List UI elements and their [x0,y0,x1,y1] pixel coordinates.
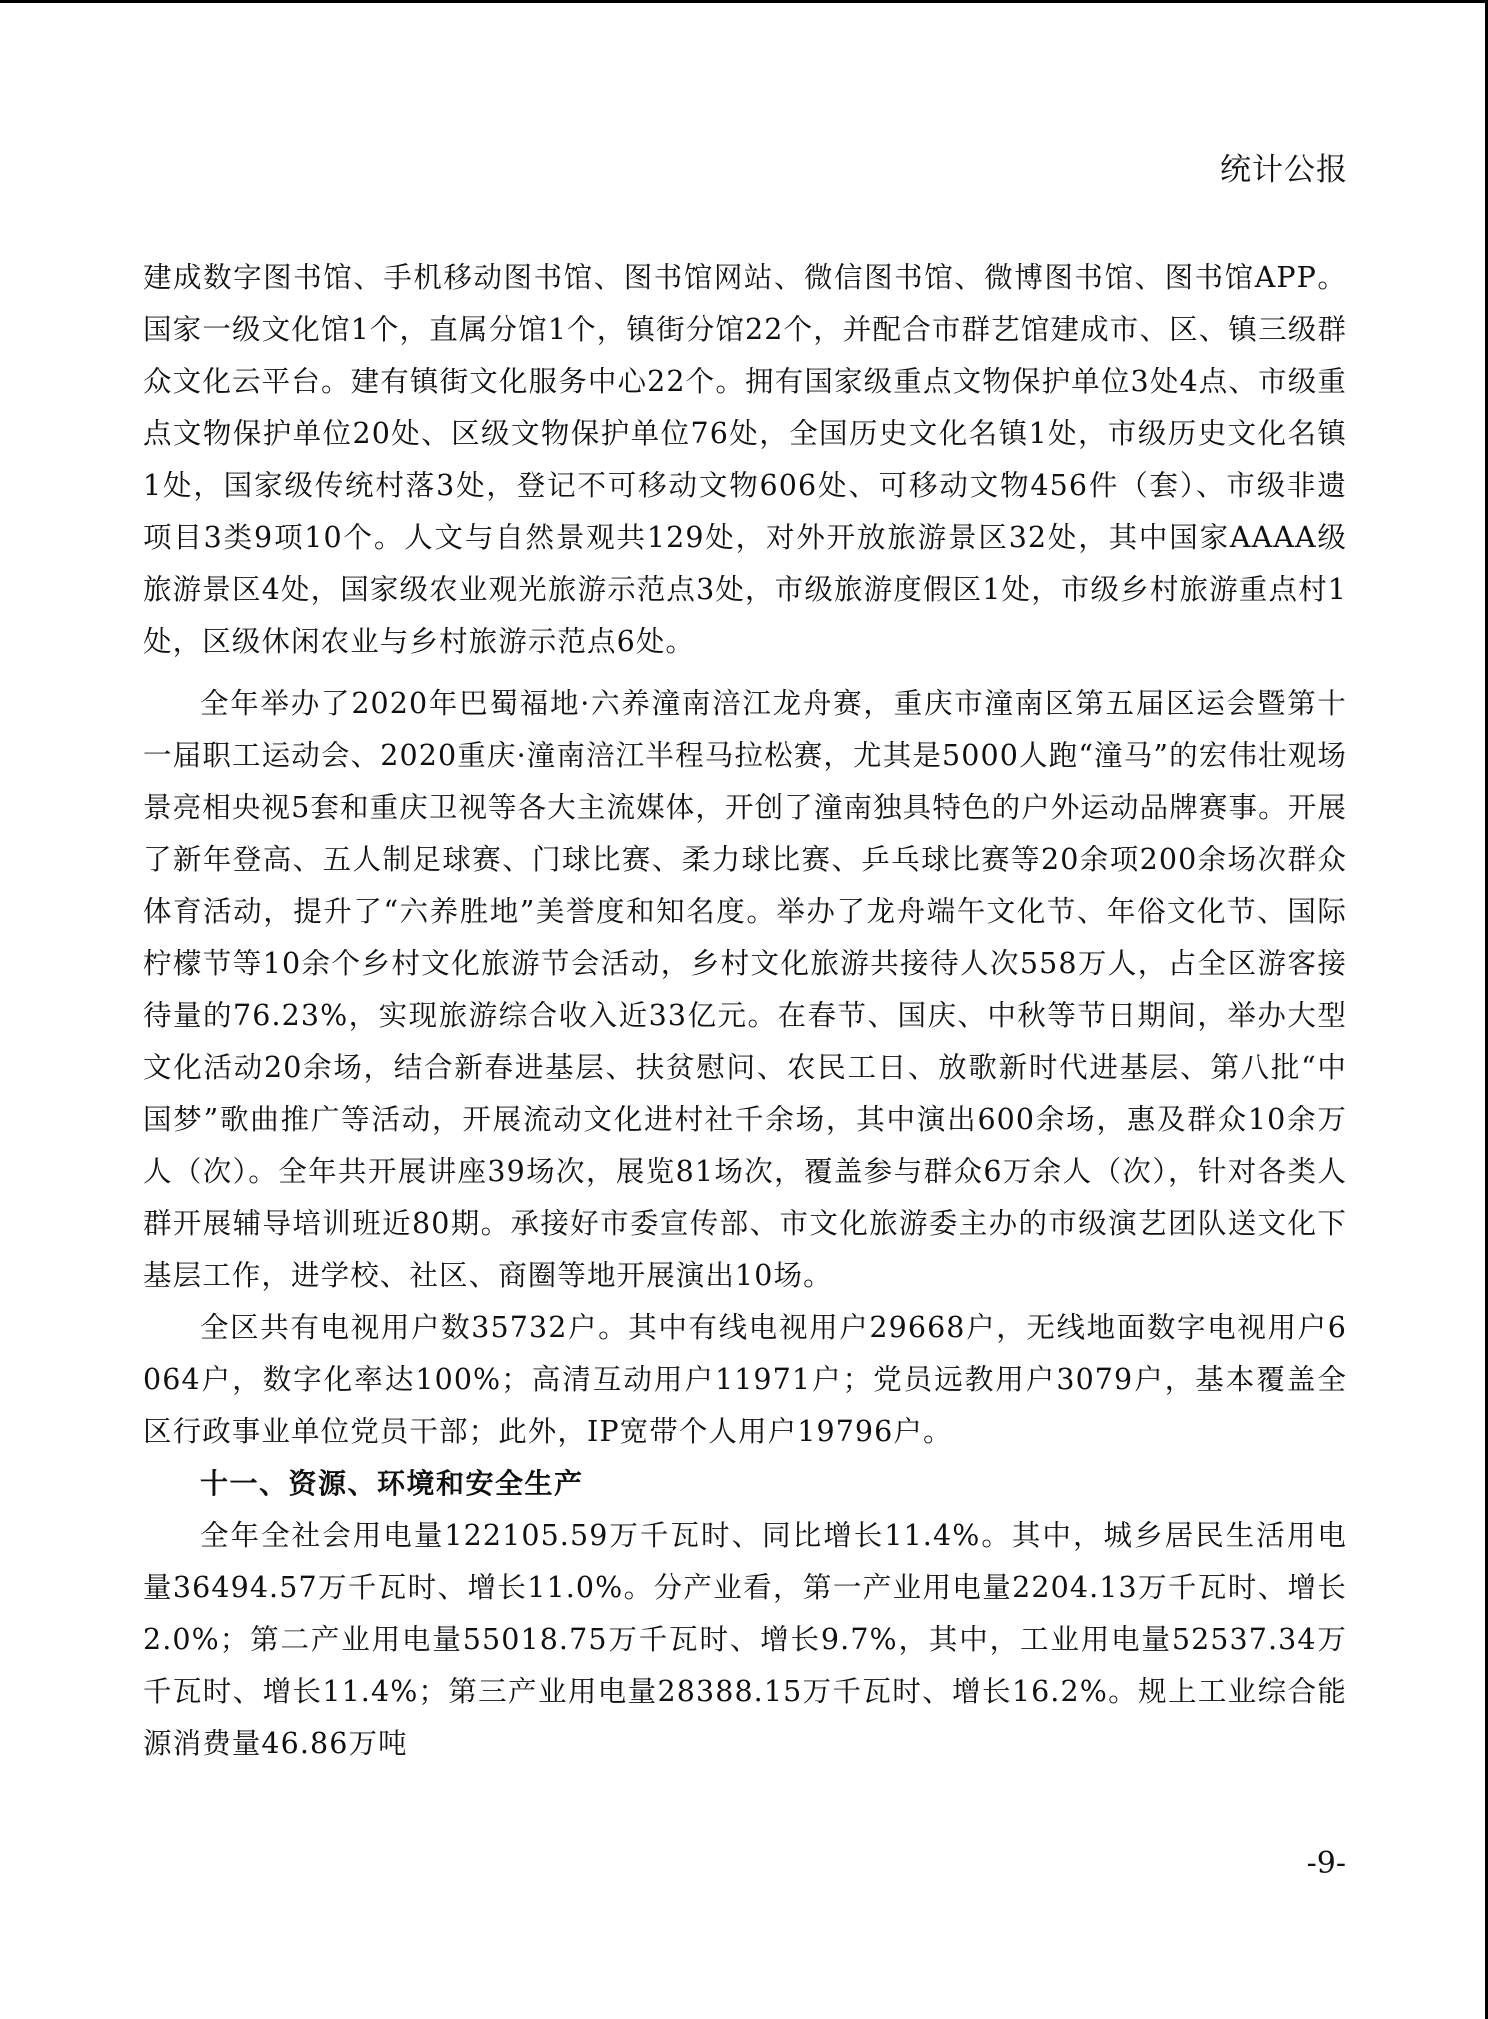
paragraph-electricity: 全年全社会用电量122105.59万千瓦时、同比增长11.4%。其中，城乡居民生活用电量36494.57万千瓦时、增长11.0%。分产业看，第一产业用电量2204.13万千瓦时、增长2.0%；第二产业用电量55018.75万千瓦时、增长9.7%，其中，工业用电量52537.34万千瓦时、增长11.4%；第三产业用电量28388.15万千瓦时、增长16.2%。规上工业综合能源消费量46.86万吨 [143,1519,1347,1760]
document-body [143,252,1347,1770]
header-title: 统计公报 [1220,152,1348,188]
page-border-top [0,0,1488,3]
paragraph-events: 全年举办了2020年巴蜀福地·六养潼南涪江龙舟赛，重庆市潼南区第五届区运会暨第十一届职工运动会、2020重庆·潼南涪江半程马拉松赛，尤其是5000人跑“潼马”的宏伟壮观场景亮相央视5套和重庆卫视等各大主流媒体，开创了潼南独具特色的户外运动品牌赛事。开展了新年登高、五人制足球赛、门球比赛、柔力球比赛、乒乓球比赛等20余项200余场次群众体育活动，提升了“六养胜地”美誉度和知名度。举办了龙舟端午文化节、年俗文化节、国际柠檬节等10余个乡村文化旅游节会活动，乡村文化旅游共接待人次558万人，占全区游客接待量的76.23%，实现旅游综合收入近33亿元。在春节、国庆、中秋等节日期间，举办大型文化活动20余场，结合新春进基层、扶贫慰问、农民工日、放歌新时代进基层、第八批“中国梦”歌曲推广等活动，开展流动文化进村社千余场，其中演出600余场，惠及群众10余万人（次）。全年共开展讲座39场次，展览81场次，覆盖参与群众6万余人（次），针对各类人群开展辅导培训班近80期。承接好市委宣传部、市文化旅游委主办的市级演艺团队送文化下基层工作，进学校、社区、商圈等地开展演出10场。 [143,687,1347,1292]
paragraph-culture-facilities: 建成数字图书馆、手机移动图书馆、图书馆网站、微信图书馆、微博图书馆、图书馆APP。国家一级文化馆1个，直属分馆1个，镇街分馆22个，并配合市群艺馆建成市、区、镇三级群众文化云平台。建有镇街文化服务中心22个。拥有国家级重点文物保护单位3处4点、市级重点文物保护单位20处、区级文物保护单位76处，全国历史文化名镇1处，市级历史文化名镇1处，国家级传统村落3处，登记不可移动文物606处、可移动文物456件（套）、市级非遗项目3类9项10个。人文与自然景观共129处，对外开放旅游景区32处，其中国家AAAA级旅游景区4处，国家级农业观光旅游示范点3处，市级旅游度假区1处，市级乡村旅游重点村1处，区级休闲农业与乡村旅游示范点6处。 [143,261,1347,658]
section-heading: 十一、资源、环境和安全生产 [200,1467,584,1500]
page-number: -9- [1306,1846,1346,1881]
paragraph-tv-users: 全区共有电视用户数35732户。其中有线电视用户29668户，无线地面数字电视用户6064户，数字化率达100%；高清互动用户11971户；党员远教用户3079户，基本覆盖全区行政事业单位党员干部；此外，IP宽带个人用户19796户。 [143,1311,1347,1448]
